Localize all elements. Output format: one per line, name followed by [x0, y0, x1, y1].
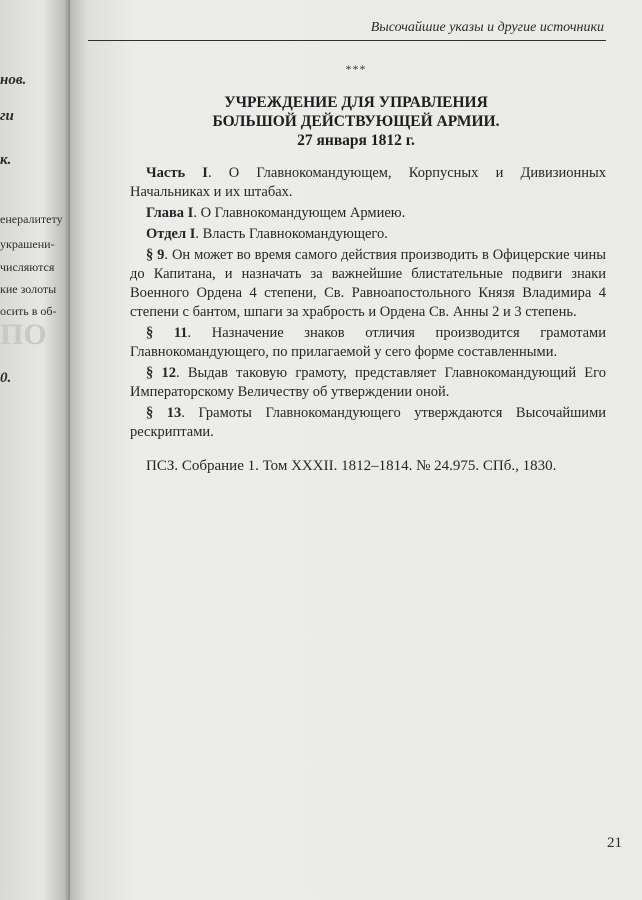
paragraph-label: Отдел I: [146, 226, 196, 242]
paragraph-article-9: [130, 246, 606, 322]
left-fragment: енералитету: [0, 212, 63, 226]
paragraph-text: . О Главнокомандующем, Корпусных и Дивизионных Начальниках и их штабах.: [130, 165, 607, 200]
document-body: [130, 164, 606, 444]
left-fragment-bleed: ПО: [0, 318, 47, 351]
paragraph-text: . Власть Главнокомандующего.: [195, 226, 388, 242]
paragraph-label: § 13: [146, 405, 182, 421]
left-fragment: кие золоты: [0, 282, 57, 296]
title-line-2: БОЛЬШОЙ ДЕЙСТВУЮЩЕЙ АРМИИ.: [212, 113, 500, 130]
paragraph-text: . Выдав таковую грамоту, представляет Главнокомандующий Его Императорскому Величеству об утверждении оной.: [130, 365, 607, 400]
paragraph-label: Глава I: [146, 205, 194, 221]
left-facing-page: [0, 0, 70, 900]
left-fragment: нов.: [0, 72, 27, 88]
left-fragment: украшени-: [0, 237, 55, 251]
paragraph-text: . Он может во время самого действия производить в Офицерские чины до Капитана, и назначать за важнейшие блистательные подвиги знаки Военного Ордена 4 степени, Св. Равноапостольного Князя Владимира 4 степени с бантом, шпаги за храбрость и Ордена Св. Анны 2 и 3 степень.: [130, 247, 607, 320]
paragraph-label: Часть I: [146, 165, 208, 181]
running-header: Высочайшие указы и другие источники: [370, 20, 604, 35]
paragraph-text: . О Главнокомандующем Армиею.: [193, 205, 406, 221]
left-fragment: числяются: [0, 260, 55, 274]
header-rule: [88, 40, 606, 41]
paragraph-part-1: [130, 164, 606, 202]
paragraph-article-11: [130, 324, 606, 362]
document-title: [70, 93, 642, 150]
title-date: 27 января 1812 г.: [297, 132, 415, 149]
paragraph-section-1: [130, 225, 606, 244]
book-page: [70, 0, 642, 900]
left-fragment: 0.: [0, 370, 12, 386]
title-line-1: УЧРЕЖДЕНИЕ ДЛЯ УПРАВЛЕНИЯ: [224, 94, 488, 111]
section-separator: ***: [345, 62, 367, 76]
paragraph-article-13: [130, 404, 606, 442]
paragraph-label: § 9: [146, 247, 165, 263]
paragraph-chapter-1: [130, 204, 606, 223]
paragraph-text: . Назначение знаков отличия производится грамотами Главнокомандующего, по прилагаемой у сего форме составленными.: [130, 325, 606, 360]
left-fragment: осить в об-: [0, 304, 57, 318]
paragraph-text: . Грамоты Главнокомандующего утверждаются Высочайшими рескриптами.: [130, 405, 606, 440]
left-fragment: ги: [0, 108, 14, 124]
paragraph-label: § 11: [146, 325, 188, 341]
source-citation: ПСЗ. Собрание 1. Том XXXII. 1812–1814. № 24.975. СПб., 1830.: [146, 458, 557, 474]
page-number: 21: [607, 835, 622, 851]
paragraph-article-12: [130, 364, 606, 402]
left-fragment: к.: [0, 152, 12, 168]
paragraph-label: § 12: [146, 365, 176, 381]
